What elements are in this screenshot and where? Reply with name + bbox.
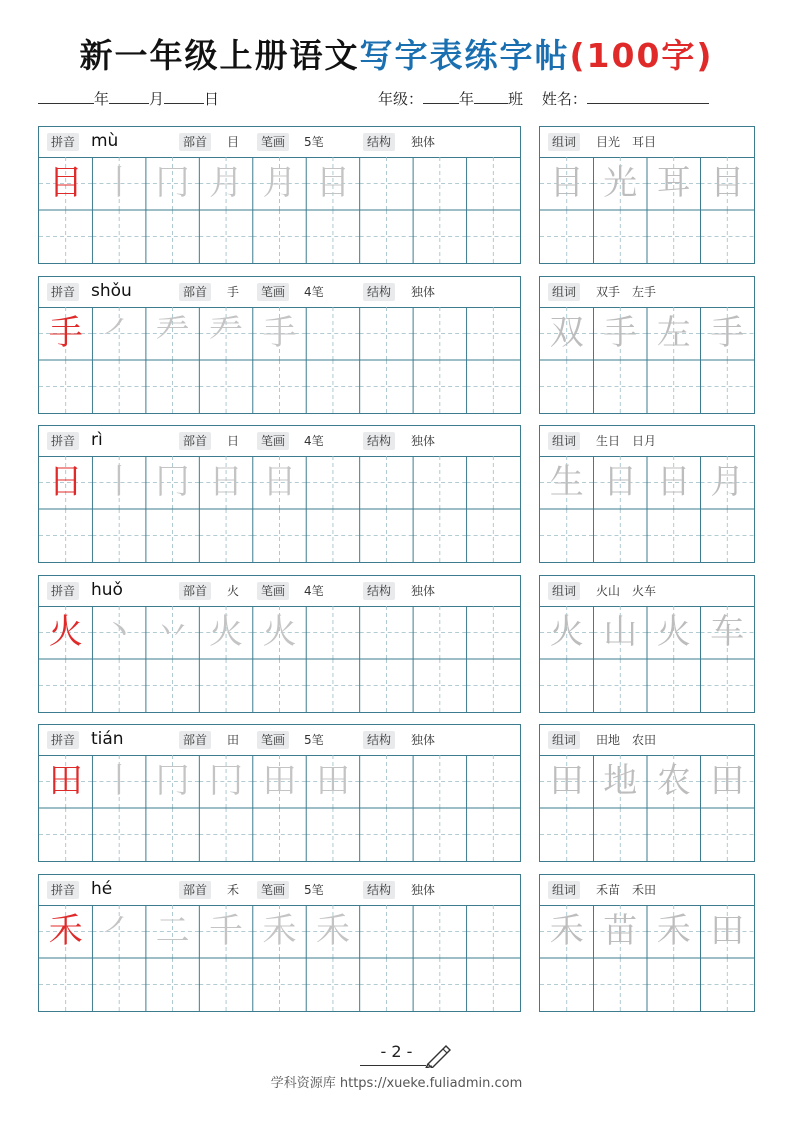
pinyin-value: tián [91, 729, 124, 749]
structure-tag: 结构 [363, 731, 395, 749]
stroke-step-char: 月 [262, 163, 297, 203]
stroke-step-char: 禾 [315, 911, 350, 951]
grade-year-blank[interactable] [423, 89, 459, 104]
stroke-step-char: 丶 [102, 612, 137, 652]
radical-value: 手 [227, 285, 240, 299]
word-trace-cell[interactable] [701, 905, 755, 958]
stroke-step-char: 火 [262, 612, 297, 652]
pinyin-value: huǒ [91, 580, 123, 600]
char-block-4 [38, 575, 521, 713]
stroke-step-char: 田 [315, 761, 350, 801]
title-part-3: (100字) [569, 36, 714, 75]
stroke-step-cell[interactable] [199, 755, 252, 808]
strokes-value: 4笔 [304, 584, 324, 598]
main-char-cell[interactable] [39, 157, 92, 210]
word-header [540, 725, 754, 756]
source-site: 学科资源库 https://xueke.fuliadmin.com [270, 1076, 523, 1091]
strokes-value: 5笔 [304, 733, 324, 747]
word-block-2 [539, 276, 755, 414]
stroke-step-cell[interactable] [199, 606, 252, 659]
structure-value: 独体 [411, 883, 436, 897]
stroke-step-cell[interactable] [253, 157, 306, 210]
stroke-step-char: 冂 [155, 462, 190, 502]
char-block-5 [38, 724, 521, 862]
word-trace-char: 目 [549, 163, 584, 203]
structure-value: 独体 [411, 285, 436, 299]
stroke-step-char: 日 [209, 462, 244, 502]
page-number-underline [360, 1065, 426, 1066]
words-tag: 组词 [548, 283, 580, 301]
words-value: 田地 农田 [596, 733, 657, 747]
main-char: 火 [48, 612, 83, 652]
title-part-1: 新一年级上册语文 [79, 36, 360, 75]
char-block-6 [38, 874, 521, 1012]
char-practice-grid [39, 456, 520, 562]
structure-tag: 结构 [363, 432, 395, 450]
word-trace-char: 光 [603, 163, 638, 203]
word-block-1 [539, 126, 755, 264]
grade-class-label: 班 [508, 90, 524, 108]
page-title [0, 30, 793, 77]
structure-value: 独体 [411, 135, 436, 149]
char-header [39, 277, 520, 308]
page-number: - 2 - [380, 1042, 413, 1061]
word-trace-cell[interactable] [594, 905, 648, 958]
main-char: 禾 [48, 911, 83, 951]
word-trace-char: 农 [656, 761, 691, 801]
pinyin-tag: 拼音 [47, 582, 79, 600]
word-trace-cell[interactable] [540, 157, 594, 210]
word-trace-cell[interactable] [540, 456, 594, 509]
stroke-step-cell[interactable] [253, 606, 306, 659]
word-trace-cell[interactable] [701, 307, 755, 360]
char-header [39, 875, 520, 906]
stroke-step-cell[interactable] [92, 905, 145, 958]
char-practice-grid [39, 307, 520, 413]
stroke-step-cell[interactable] [306, 755, 359, 808]
word-trace-char: 田 [710, 761, 745, 801]
stroke-step-char: 冂 [155, 163, 190, 203]
structure-value: 独体 [411, 584, 436, 598]
structure-value: 独体 [411, 733, 436, 747]
structure-value: 独体 [411, 434, 436, 448]
char-practice-grid [39, 755, 520, 861]
word-trace-char: 车 [710, 612, 745, 652]
word-trace-char: 手 [710, 313, 745, 353]
char-header [39, 127, 520, 158]
stroke-step-cell[interactable] [306, 905, 359, 958]
word-trace-cell[interactable] [594, 307, 648, 360]
words-tag: 组词 [548, 881, 580, 899]
word-block-4 [539, 575, 755, 713]
pinyin-tag: 拼音 [47, 881, 79, 899]
char-block-1 [38, 126, 521, 264]
month-label: 月 [149, 90, 165, 108]
stroke-step-char: 冂 [155, 761, 190, 801]
structure-tag: 结构 [363, 582, 395, 600]
title-part-2: 写字表练字帖 [359, 36, 570, 75]
stroke-step-char: 目 [315, 163, 350, 203]
day-label: 日 [204, 90, 220, 108]
radical-tag: 部首 [179, 283, 211, 301]
stroke-step-cell[interactable] [306, 157, 359, 210]
stroke-step-cell[interactable] [199, 905, 252, 958]
main-char-cell[interactable] [39, 307, 92, 360]
stroke-step-char: 田 [262, 761, 297, 801]
words-value: 生日 日月 [596, 434, 657, 448]
structure-tag: 结构 [363, 133, 395, 151]
word-trace-cell[interactable] [594, 755, 648, 808]
word-trace-cell[interactable] [647, 456, 701, 509]
word-trace-cell[interactable] [647, 606, 701, 659]
grade-class-blank[interactable] [474, 89, 508, 104]
word-trace-cell[interactable] [701, 606, 755, 659]
word-trace-char: 田 [710, 911, 745, 951]
word-trace-char: 日 [656, 462, 691, 502]
char-block-2 [38, 276, 521, 414]
word-trace-cell[interactable] [594, 606, 648, 659]
stroke-step-char: 手 [262, 313, 297, 353]
main-char-cell[interactable] [39, 905, 92, 958]
pinyin-value: rì [91, 430, 103, 450]
stroke-step-char: ㇒ [102, 911, 137, 951]
student-line [378, 88, 709, 109]
radical-value: 目 [227, 135, 240, 149]
word-trace-cell[interactable] [701, 456, 755, 509]
radical-tag: 部首 [179, 731, 211, 749]
word-trace-cell[interactable] [647, 905, 701, 958]
char-practice-grid [39, 157, 520, 263]
strokes-tag: 笔画 [257, 432, 289, 450]
stroke-step-cell[interactable] [199, 456, 252, 509]
stroke-step-cell[interactable] [146, 755, 199, 808]
word-trace-char: 目 [710, 163, 745, 203]
stroke-step-char: 龵 [209, 313, 244, 353]
char-header [39, 426, 520, 457]
words-value: 火山 火车 [596, 584, 657, 598]
word-trace-char: 月 [710, 462, 745, 502]
stroke-step-cell[interactable] [92, 456, 145, 509]
pinyin-tag: 拼音 [47, 432, 79, 450]
stroke-step-cell[interactable] [146, 157, 199, 210]
word-trace-char: 手 [603, 313, 638, 353]
word-trace-char: 苗 [603, 911, 638, 951]
words-value: 目光 耳目 [596, 135, 657, 149]
structure-tag: 结构 [363, 881, 395, 899]
word-trace-char: 耳 [656, 163, 691, 203]
structure-tag: 结构 [363, 283, 395, 301]
main-char-cell[interactable] [39, 456, 92, 509]
stroke-step-cell[interactable] [92, 157, 145, 210]
pinyin-tag: 拼音 [47, 283, 79, 301]
year-blank[interactable] [38, 89, 94, 104]
word-trace-cell[interactable] [594, 157, 648, 210]
word-header [540, 127, 754, 158]
main-char: 田 [48, 761, 83, 801]
stroke-step-cell[interactable] [92, 755, 145, 808]
strokes-value: 4笔 [304, 434, 324, 448]
stroke-step-char: 日 [262, 462, 297, 502]
strokes-value: 5笔 [304, 135, 324, 149]
strokes-tag: 笔画 [257, 133, 289, 151]
stroke-step-char: 丷 [155, 612, 190, 652]
word-header [540, 426, 754, 457]
radical-value: 火 [227, 584, 240, 598]
word-trace-char: 禾 [656, 911, 691, 951]
radical-tag: 部首 [179, 582, 211, 600]
word-block-3 [539, 425, 755, 563]
stroke-step-cell[interactable] [146, 307, 199, 360]
word-trace-cell[interactable] [701, 157, 755, 210]
words-tag: 组词 [548, 731, 580, 749]
stroke-step-char: 丨 [102, 163, 137, 203]
pinyin-value: shǒu [91, 281, 132, 301]
word-header [540, 576, 754, 607]
word-trace-char: 双 [549, 313, 584, 353]
stroke-step-cell[interactable] [92, 606, 145, 659]
strokes-value: 5笔 [304, 883, 324, 897]
pen-icon [424, 1042, 454, 1068]
year-label: 年 [94, 90, 110, 108]
radical-tag: 部首 [179, 432, 211, 450]
main-char: 手 [48, 313, 83, 353]
stroke-step-char: 二 [155, 911, 190, 951]
word-trace-cell[interactable] [540, 307, 594, 360]
word-trace-cell[interactable] [540, 606, 594, 659]
word-practice-grid [540, 456, 754, 562]
main-char: 日 [48, 462, 83, 502]
grade-year-label: 年 [459, 90, 475, 108]
strokes-tag: 笔画 [257, 731, 289, 749]
main-char-cell[interactable] [39, 755, 92, 808]
name-label: 姓名： [541, 90, 587, 108]
stroke-step-char: 月 [209, 163, 244, 203]
stroke-step-char: ㇒ [102, 313, 137, 353]
word-practice-grid [540, 606, 754, 712]
words-tag: 组词 [548, 133, 580, 151]
stroke-step-cell[interactable] [146, 905, 199, 958]
stroke-step-char: 龵 [155, 313, 190, 353]
words-tag: 组词 [548, 432, 580, 450]
main-char-cell[interactable] [39, 606, 92, 659]
word-trace-cell[interactable] [594, 456, 648, 509]
pinyin-tag: 拼音 [47, 133, 79, 151]
name-blank[interactable] [587, 89, 709, 104]
char-header [39, 576, 520, 607]
word-practice-grid [540, 157, 754, 263]
word-trace-char: 田 [549, 761, 584, 801]
word-trace-char: 左 [656, 313, 691, 353]
word-trace-cell[interactable] [701, 755, 755, 808]
stroke-step-cell[interactable] [253, 307, 306, 360]
word-practice-grid [540, 755, 754, 861]
word-block-5 [539, 724, 755, 862]
words-value: 双手 左手 [596, 285, 657, 299]
word-trace-cell[interactable] [647, 755, 701, 808]
word-block-6 [539, 874, 755, 1012]
char-block-3 [38, 425, 521, 563]
day-blank[interactable] [164, 89, 204, 104]
date-line [38, 88, 219, 109]
word-trace-char: 生 [549, 462, 584, 502]
strokes-value: 4笔 [304, 285, 324, 299]
word-trace-char: 火 [656, 612, 691, 652]
strokes-tag: 笔画 [257, 881, 289, 899]
word-trace-char: 火 [549, 612, 584, 652]
word-trace-char: 山 [603, 612, 638, 652]
radical-value: 田 [227, 733, 240, 747]
stroke-step-char: 丨 [102, 462, 137, 502]
word-header [540, 875, 754, 906]
month-blank[interactable] [109, 89, 149, 104]
stroke-step-cell[interactable] [253, 456, 306, 509]
stroke-step-char: 禾 [262, 911, 297, 951]
word-trace-cell[interactable] [647, 157, 701, 210]
word-practice-grid [540, 905, 754, 1011]
stroke-step-cell[interactable] [146, 606, 199, 659]
strokes-tag: 笔画 [257, 582, 289, 600]
stroke-step-cell[interactable] [199, 157, 252, 210]
word-header [540, 277, 754, 308]
word-trace-char: 禾 [549, 911, 584, 951]
word-trace-cell[interactable] [540, 755, 594, 808]
stroke-step-cell[interactable] [253, 755, 306, 808]
char-header [39, 725, 520, 756]
word-trace-cell[interactable] [540, 905, 594, 958]
words-tag: 组词 [548, 582, 580, 600]
strokes-tag: 笔画 [257, 283, 289, 301]
word-trace-char: 地 [603, 761, 638, 801]
stroke-step-cell[interactable] [146, 456, 199, 509]
main-char: 目 [48, 163, 83, 203]
radical-tag: 部首 [179, 133, 211, 151]
char-practice-grid [39, 905, 520, 1011]
stroke-step-cell[interactable] [253, 905, 306, 958]
word-trace-cell[interactable] [647, 307, 701, 360]
grade-label: 年级： [378, 90, 424, 108]
radical-value: 日 [227, 434, 240, 448]
pinyin-value: mù [91, 131, 119, 151]
word-trace-char: 日 [603, 462, 638, 502]
stroke-step-char: 冂 [209, 761, 244, 801]
stroke-step-char: 火 [209, 612, 244, 652]
stroke-step-cell[interactable] [199, 307, 252, 360]
radical-tag: 部首 [179, 881, 211, 899]
words-value: 禾苗 禾田 [596, 883, 657, 897]
stroke-step-char: 丨 [102, 761, 137, 801]
stroke-step-cell[interactable] [92, 307, 145, 360]
radical-value: 禾 [227, 883, 240, 897]
pinyin-tag: 拼音 [47, 731, 79, 749]
stroke-step-char: 千 [209, 911, 244, 951]
pinyin-value: hé [91, 879, 113, 899]
word-practice-grid [540, 307, 754, 413]
char-practice-grid [39, 606, 520, 712]
